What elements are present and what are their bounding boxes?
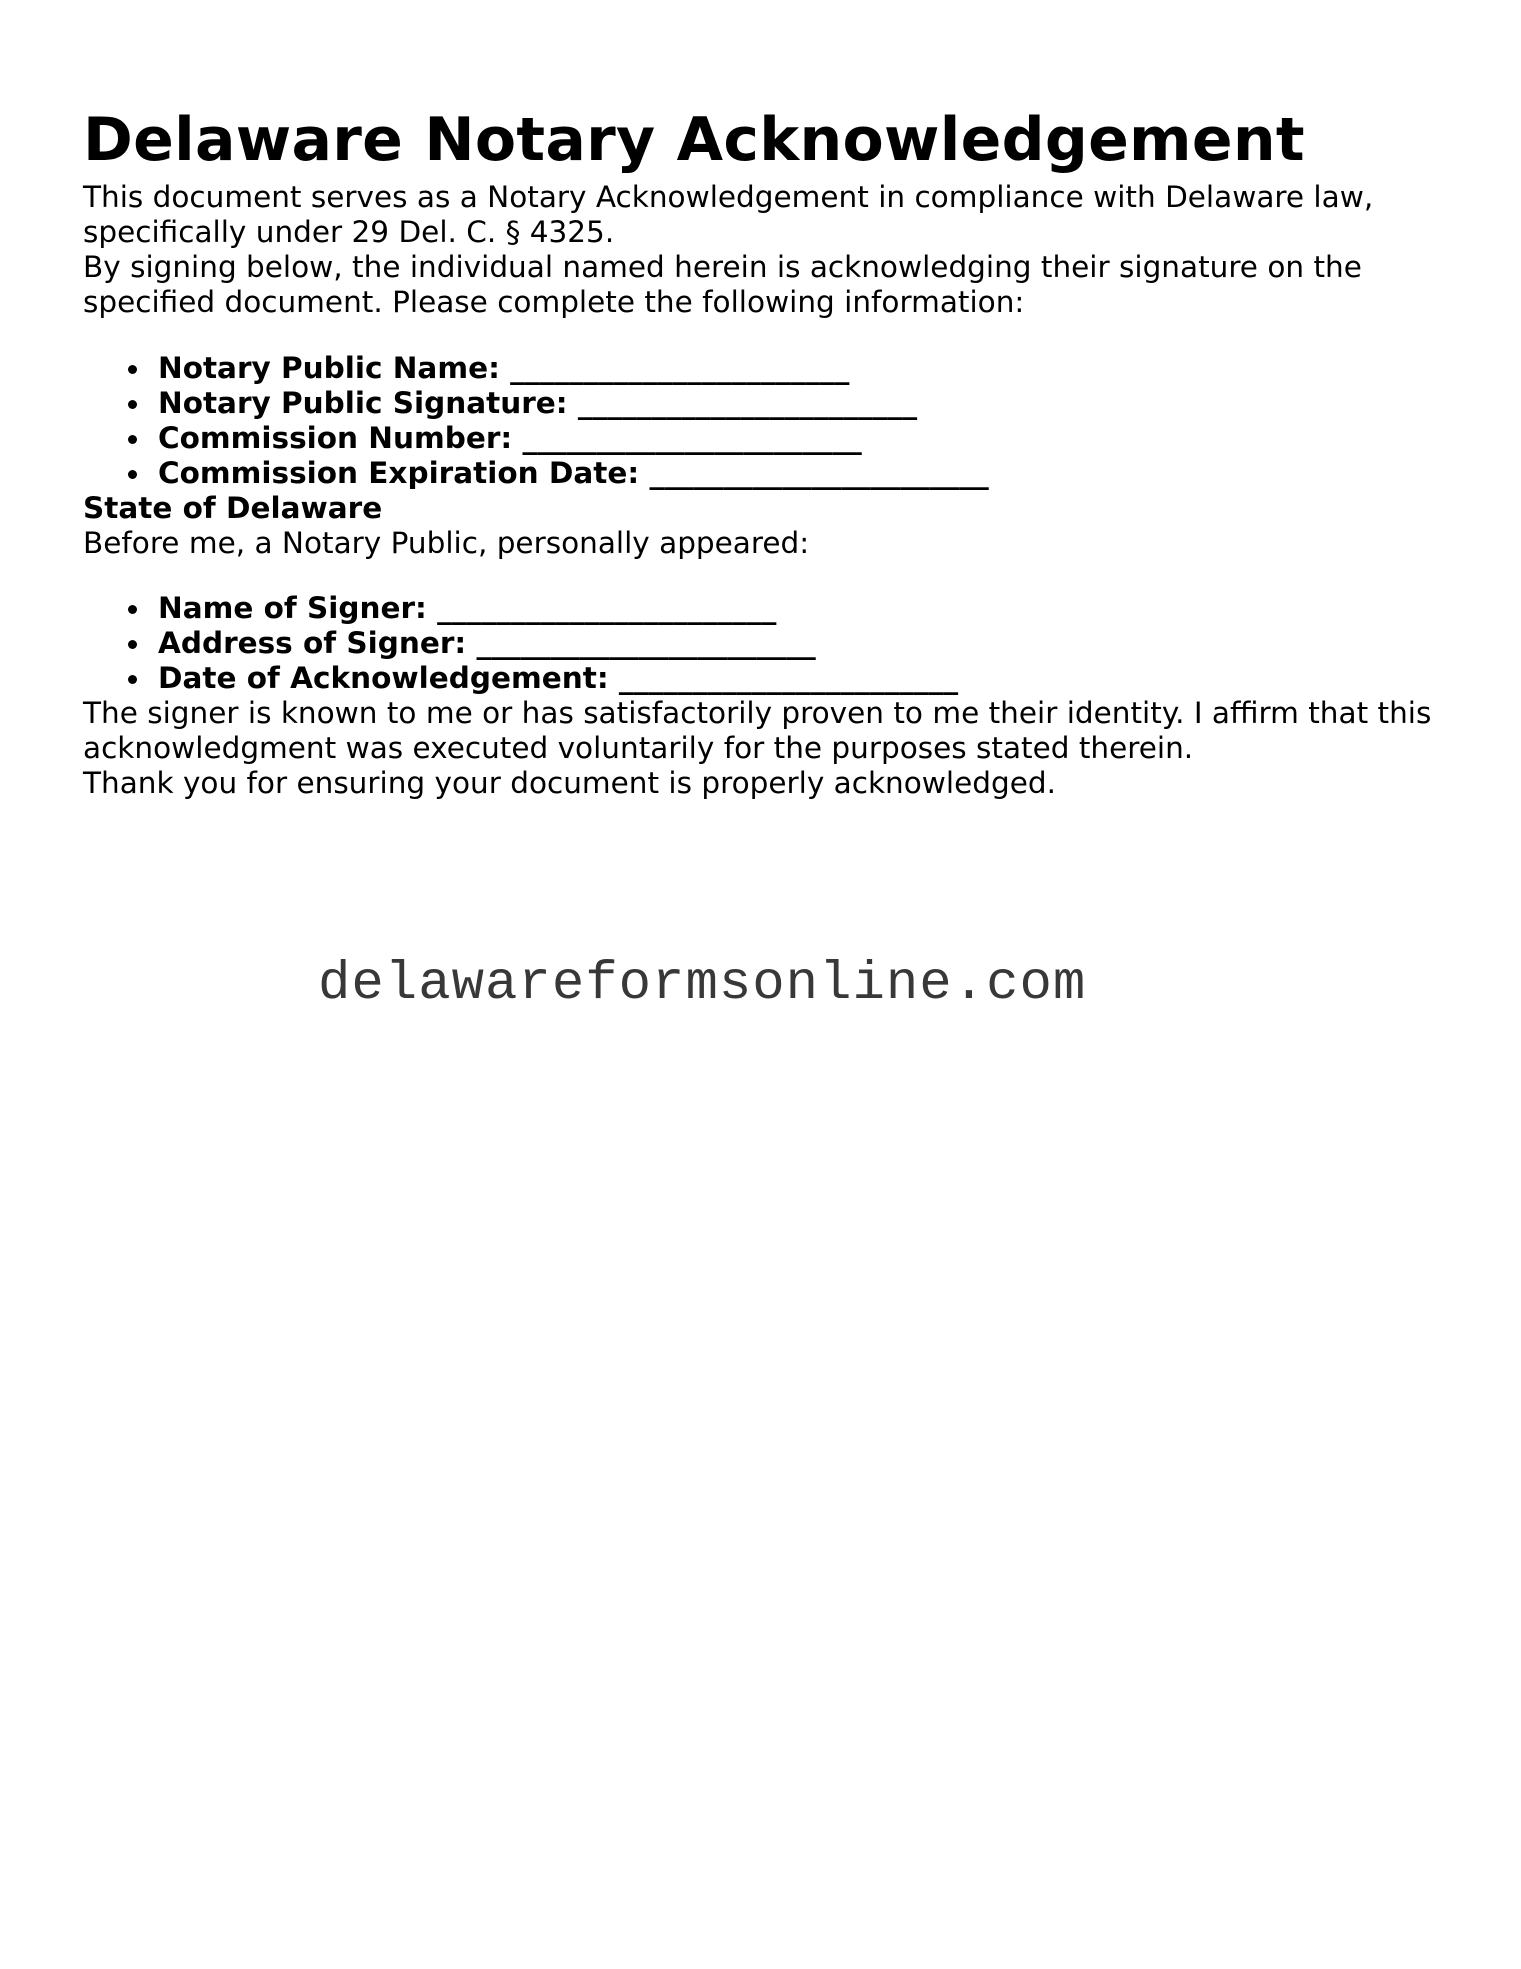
intro-paragraph: This document serves as a Notary Acknowledgement in compliance with Delaware law, specifically under 29 Del. C. § 4325. [83, 180, 1374, 249]
before-me-paragraph: Before me, a Notary Public, personally appeared: [83, 526, 810, 560]
closing-paragraph: Thank you for ensuring your document is properly acknowledged. [83, 766, 1056, 800]
field-blank: _______________________ [510, 351, 850, 385]
affirmation-paragraph: The signer is known to me or has satisfactorily proven to me their identity. I affirm that this acknowledgment was executed voluntarily for the purposes stated therein. [83, 696, 1432, 765]
field-label: Date of Acknowledgement: [158, 661, 609, 695]
watermark: delawareformsonline.com [318, 954, 1087, 1015]
instructions-paragraph: By signing below, the individual named herein is acknowledging their signature on the specified document. Please complete the following information: [83, 250, 1362, 319]
list-item-notary-name [158, 351, 1443, 386]
list-item-commission-expiration [158, 456, 1443, 491]
field-label: Commission Number: [158, 421, 513, 455]
field-label: Notary Public Signature: [158, 386, 568, 420]
field-blank: _______________________ [476, 626, 816, 660]
list-item-signer-address [158, 626, 1443, 661]
document-page [83, 100, 1443, 801]
field-blank: _______________________ [437, 591, 777, 625]
notary-fields-list [83, 351, 1443, 491]
field-blank: _______________________ [522, 421, 862, 455]
field-label: Address of Signer: [158, 626, 467, 660]
state-heading: State of Delaware [83, 491, 383, 525]
field-blank: _______________________ [577, 386, 918, 420]
field-label: Name of Signer: [158, 591, 427, 625]
document-title: Delaware Notary Acknowledgement [83, 105, 1305, 175]
field-label: Notary Public Name: [158, 351, 500, 385]
list-item-signer-name [158, 591, 1443, 626]
field-blank: _______________________ [618, 661, 959, 695]
field-blank: _______________________ [649, 456, 989, 490]
list-item-acknowledgement-date [158, 661, 1443, 696]
list-item-notary-signature [158, 386, 1443, 421]
field-label: Commission Expiration Date: [158, 456, 640, 490]
list-item-commission-number [158, 421, 1443, 456]
signer-fields-list [83, 591, 1443, 696]
